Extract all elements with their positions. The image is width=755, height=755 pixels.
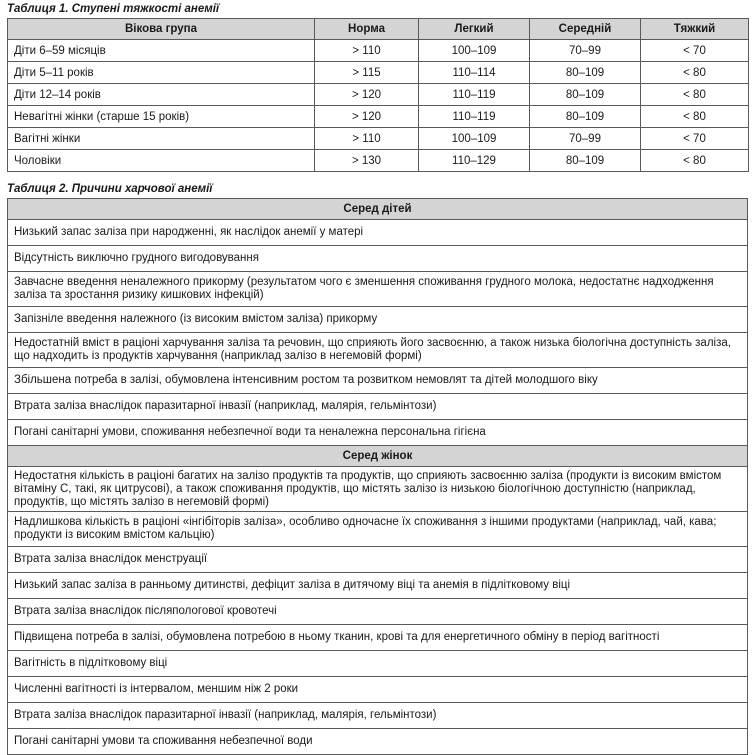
severe-cell: < 80 — [641, 150, 749, 172]
cause-cell: Втрата заліза внаслідок післяпологової кровотечі — [8, 599, 748, 625]
header-moderate: Середній — [530, 19, 641, 40]
list-item — [8, 573, 748, 599]
age-group-cell: Діти 5–11 років — [8, 62, 315, 84]
cause-cell: Погані санітарні умови та споживання небезпечної води — [8, 729, 748, 755]
section-header-children: Серед дітей — [8, 199, 748, 220]
severe-cell: < 80 — [641, 62, 749, 84]
table1-caption: Таблиця 1. Ступені тяжкості анемії — [7, 3, 220, 15]
section-header-row — [8, 199, 748, 220]
anemia-causes-table — [7, 198, 748, 755]
age-group-cell: Невагітні жінки (старше 15 років) — [8, 106, 315, 128]
moderate-cell: 80–109 — [530, 106, 641, 128]
cause-cell: Запізніле введення належного (із високим вмістом заліза) прикорму — [8, 307, 748, 333]
age-group-cell: Чоловіки — [8, 150, 315, 172]
header-mild: Легкий — [419, 19, 530, 40]
list-item — [8, 394, 748, 420]
moderate-cell: 80–109 — [530, 84, 641, 106]
mild-cell: 100–109 — [419, 128, 530, 150]
list-item — [8, 307, 748, 333]
cause-cell: Завчасне введення неналежного прикорму (результатом чого є зменшення споживання грудного молока, недостатнє надходження заліза та зростання ризику кишкових інфекцій) — [8, 272, 748, 307]
cause-cell: Втрата заліза внаслідок паразитарної інвазії (наприклад, малярія, гельмінтози) — [8, 394, 748, 420]
severe-cell: < 80 — [641, 106, 749, 128]
list-item — [8, 512, 748, 547]
norm-cell: > 130 — [315, 150, 419, 172]
norm-cell: > 120 — [315, 84, 419, 106]
table1-header-row — [8, 19, 749, 40]
moderate-cell: 80–109 — [530, 150, 641, 172]
list-item — [8, 333, 748, 368]
list-item — [8, 220, 748, 246]
mild-cell: 100–109 — [419, 40, 530, 62]
list-item — [8, 703, 748, 729]
table-row — [8, 40, 749, 62]
norm-cell: > 110 — [315, 40, 419, 62]
cause-cell: Втрата заліза внаслідок паразитарної інвазії (наприклад, малярія, гельмінтози) — [8, 703, 748, 729]
cause-cell: Низький запас заліза в ранньому дитинстві, дефіцит заліза в дитячому віці та анемія в підлітковому віці — [8, 573, 748, 599]
header-severe: Тяжкий — [641, 19, 749, 40]
age-group-cell: Діти 6–59 місяців — [8, 40, 315, 62]
list-item — [8, 651, 748, 677]
cause-cell: Недостатній вміст в раціоні харчування заліза та речовин, що сприяють його засвоєнню, а також низька біологічна доступність заліза, що надходить із продуктів харчування (наприклад залізо в негемовій формі) — [8, 333, 748, 368]
age-group-cell: Вагітні жінки — [8, 128, 315, 150]
mild-cell: 110–119 — [419, 106, 530, 128]
cause-cell: Вагітність в підлітковому віці — [8, 651, 748, 677]
table-row — [8, 84, 749, 106]
cause-cell: Низький запас заліза при народженні, як наслідок анемії у матері — [8, 220, 748, 246]
cause-cell: Численні вагітності із інтервалом, меншим ніж 2 роки — [8, 677, 748, 703]
cause-cell: Надлишкова кількість в раціоні «інгібіторів заліза», особливо одночасне їх споживання з іншими продуктами (наприклад, чай, кава; продукти із високим вмістом кальцію) — [8, 512, 748, 547]
list-item — [8, 625, 748, 651]
section-header-women: Серед жінок — [8, 446, 748, 467]
norm-cell: > 120 — [315, 106, 419, 128]
list-item — [8, 272, 748, 307]
cause-cell: Відсутність виключно грудного вигодовування — [8, 246, 748, 272]
table-row — [8, 128, 749, 150]
norm-cell: > 115 — [315, 62, 419, 84]
table-row — [8, 106, 749, 128]
mild-cell: 110–114 — [419, 62, 530, 84]
severe-cell: < 70 — [641, 40, 749, 62]
moderate-cell: 70–99 — [530, 128, 641, 150]
list-item — [8, 547, 748, 573]
cause-cell: Підвищена потреба в залізі, обумовлена потребою в ньому тканин, крові та для енергетичного обміну в період вагітності — [8, 625, 748, 651]
header-norm: Норма — [315, 19, 419, 40]
mild-cell: 110–119 — [419, 84, 530, 106]
moderate-cell: 70–99 — [530, 40, 641, 62]
norm-cell: > 110 — [315, 128, 419, 150]
cause-cell: Збільшена потреба в залізі, обумовлена інтенсивним ростом та розвитком немовлят та дітей молодшого віку — [8, 368, 748, 394]
table-row — [8, 150, 749, 172]
list-item — [8, 729, 748, 755]
cause-cell: Втрата заліза внаслідок менструації — [8, 547, 748, 573]
anemia-severity-table — [7, 18, 749, 172]
list-item — [8, 246, 748, 272]
mild-cell: 110–129 — [419, 150, 530, 172]
cause-cell: Недостатня кількість в раціоні багатих на залізо продуктів та продуктів, що сприяють засвоєнню заліза (продукти із високим вмістом вітаміну С, такі, як цитрусові), а також споживання продуктів, що містять залізо із низькою біологічною доступністю (наприклад, продуктів, що містять залізо в негемовій формі) — [8, 467, 748, 512]
age-group-cell: Діти 12–14 років — [8, 84, 315, 106]
header-age-group: Вікова група — [8, 19, 315, 40]
list-item — [8, 467, 748, 512]
severe-cell: < 70 — [641, 128, 749, 150]
severe-cell: < 80 — [641, 84, 749, 106]
table-row — [8, 62, 749, 84]
list-item — [8, 677, 748, 703]
list-item — [8, 368, 748, 394]
section-header-row — [8, 446, 748, 467]
list-item — [8, 420, 748, 446]
cause-cell: Погані санітарні умови, споживання небезпечної води та неналежна персональна гігієна — [8, 420, 748, 446]
list-item — [8, 599, 748, 625]
table2-caption: Таблиця 2. Причини харчової анемії — [7, 183, 213, 195]
moderate-cell: 80–109 — [530, 62, 641, 84]
document — [7, 0, 748, 755]
